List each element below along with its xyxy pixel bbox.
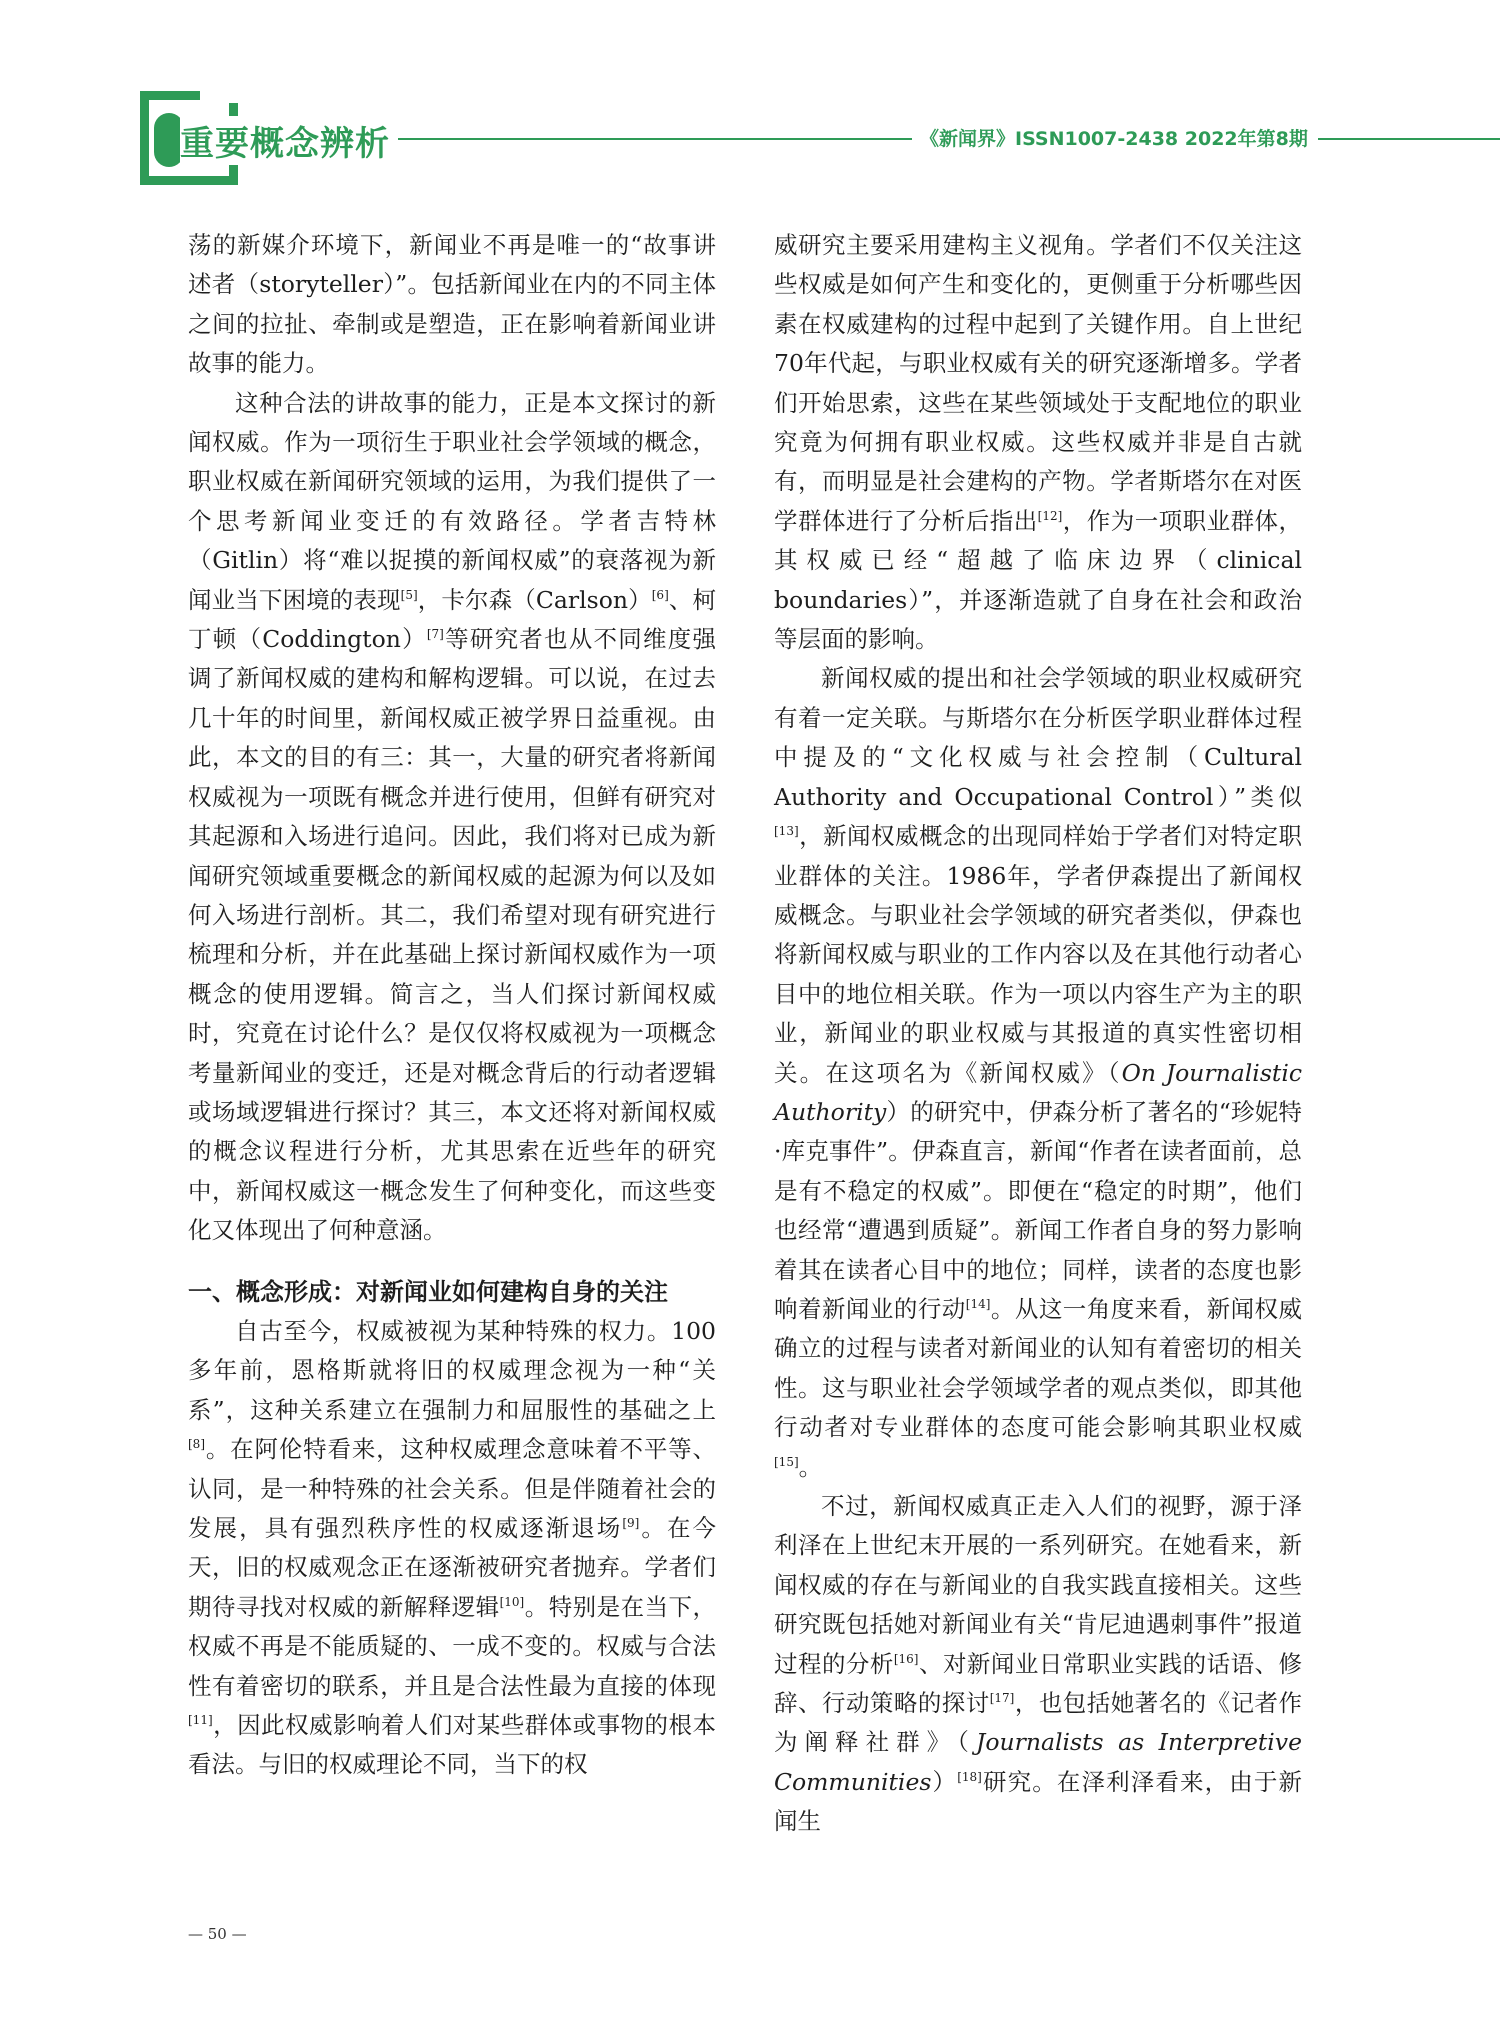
paragraph: 新闻权威的提出和社会学领域的职业权威研究有着一定关联。与斯塔尔在分析医学职业群体过程中提及的“文化权威与社会控制（Cultural Authority and Occupational Control）”类似[13]，新闻权威概念的出现同样始于学者们对特定职业群体的关注。1986年，学者伊森提出了新闻权威概念。与职业社会学领域的研究者类似，伊森也将新闻权威与职业的工作内容以及在其他行动者心目中的地位相关联。作为一项以内容生产为主的职业，新闻业的职业权威与其报道的真实性密切相关。在这项名为《新闻权威》（On Journalistic Authority）的研究中，伊森分析了著名的“珍妮特·库克事件”。伊森直言，新闻“作者在读者面前，总是有不稳定的权威”。即便在“稳定的时期”，他们也经常“遭遇到质疑”。新闻工作者自身的努力影响着其在读者心目中的地位；同样，读者的态度也影响着新闻业的行动[14]。从这一角度来看，新闻权威确立的过程与读者对新闻业的认知有着密切的相关性。这与职业社会学领域学者的观点类似，即其他行动者对专业群体的态度可能会影响其职业权威[15]。 bbox=[774, 664, 1303, 1481]
citation: [10] bbox=[499, 1594, 525, 1609]
section-heading: 一、概念形成：对新闻业如何建构自身的关注 bbox=[188, 1277, 668, 1306]
citation: [12] bbox=[1037, 508, 1063, 523]
citation: [9] bbox=[622, 1516, 640, 1530]
citation: [16] bbox=[893, 1651, 919, 1666]
citation: [7] bbox=[426, 627, 444, 642]
page-header bbox=[0, 0, 1500, 200]
citation: [14] bbox=[965, 1296, 991, 1311]
citation: [13] bbox=[774, 824, 799, 839]
page-number: — 50 — bbox=[188, 1925, 247, 1943]
italic-title: On Journalistic Authority bbox=[774, 1058, 1302, 1126]
section-label: 重要概念辨析 bbox=[180, 116, 398, 165]
citation: [5] bbox=[400, 587, 418, 602]
citation: [6] bbox=[651, 587, 669, 602]
left-column bbox=[188, 226, 716, 1785]
paragraph: 荡的新媒介环境下，新闻业不再是唯一的“故事讲述者（storyteller）”。包括新闻业在内的不同主体之间的拉扯、牵制或是塑造，正在影响着新闻业讲故事的能力。 bbox=[188, 231, 716, 378]
paragraph: 威研究主要采用建构主义视角。学者们不仅关注这些权威是如何产生和变化的，更侧重于分析哪些因素在权威建构的过程中起到了关键作用。自上世纪70年代起，与职业权威有关的研究逐渐增多。学者们开始思索，这些在某些领域处于支配地位的职业究竟为何拥有职业权威。这些权威并非是自古就有，而明显是社会建构的产物。学者斯塔尔在对医学群体进行了分析后指出[12]，作为一项职业群体，其权威已经“超越了临床边界（clinical boundaries）”，并逐渐造就了自身在社会和政治等层面的影响。 bbox=[774, 231, 1303, 654]
citation: [17] bbox=[989, 1691, 1015, 1706]
citation: [15] bbox=[774, 1454, 799, 1469]
header-rule-left bbox=[372, 138, 912, 140]
paragraph: 不过，新闻权威真正走入人们的视野，源于泽利泽在上世纪末开展的一系列研究。在她看来，新闻权威的存在与新闻业的自我实践直接相关。这些研究既包括她对新闻业有关“肯尼迪遇刺事件”报道过程的分析[16]、对新闻业日常职业实践的话语、修辞、行动策略的探讨[17]，也包括她著名的《记者作为阐释社群》（Journalists as Interpretive Communities）[18]研究。在泽利泽看来，由于新闻生 bbox=[774, 1492, 1303, 1836]
citation: [11] bbox=[188, 1713, 213, 1728]
paragraph: 这种合法的讲故事的能力，正是本文探讨的新闻权威。作为一项衍生于职业社会学领域的概念，职业权威在新闻研究领域的运用，为我们提供了一个思考新闻业变迁的有效路径。学者吉特林（Gitlin）将“难以捉摸的新闻权威”的衰落视为新闻业当下困境的表现[5]，卡尔森（Carlson）[6]、柯丁顿（Coddington）[7]等研究者也从不同维度强调了新闻权威的建构和解构逻辑。可以说，在过去几十年的时间里，新闻权威正被学界日益重视。由此，本文的目的有三：其一，大量的研究者将新闻权威视为一项既有概念并进行使用，但鲜有研究对其起源和入场进行追问。因此，我们将对已成为新闻研究领域重要概念的新闻权威的起源为何以及如何入场进行剖析。其二，我们希望对现有研究进行梳理和分析，并在此基础上探讨新闻权威作为一项概念的使用逻辑。简言之，当人们探讨新闻权威时，究竟在讨论什么？是仅仅将权威视为一项概念考量新闻业的变迁，还是对概念背后的行动者逻辑或场域逻辑进行探讨？其三，本文还将对新闻权威的概念议程进行分析，尤其思索在近些年的研究中，新闻权威这一概念发生了何种变化，而这些变化又体现出了何种意涵。 bbox=[188, 388, 717, 1245]
italic-title: Journalists as Interpretive Communities bbox=[774, 1728, 1302, 1796]
header-rule-right bbox=[1318, 138, 1500, 140]
citation: [8] bbox=[188, 1437, 205, 1452]
journal-info: 《新闻界》ISSN1007-2438 2022年第8期 bbox=[920, 128, 1308, 150]
citation: [18] bbox=[957, 1769, 982, 1784]
paragraph: 自古至今，权威被视为某种特殊的权力。100多年前，恩格斯就将旧的权威理念视为一种“关系”，这种关系建立在强制力和屈服性的基础之上[8]。在阿伦特看来，这种权威理念意味着不平等、认同，是一种特殊的社会关系。但是伴随着社会的发展，具有强烈秩序性的权威逐渐退场[9]。在今天，旧的权威观念正在逐渐被研究者抛弃。学者们期待寻找对权威的新解释逻辑[10]。特别是在当下，权威不再是不能质疑的、一成不变的。权威与合法性有着密切的联系，并且是合法性最为直接的体现[11]，因此权威影响着人们对某些群体或事物的根本看法。与旧的权威理论不同，当下的权 bbox=[188, 1316, 717, 1779]
right-column bbox=[774, 226, 1302, 1842]
